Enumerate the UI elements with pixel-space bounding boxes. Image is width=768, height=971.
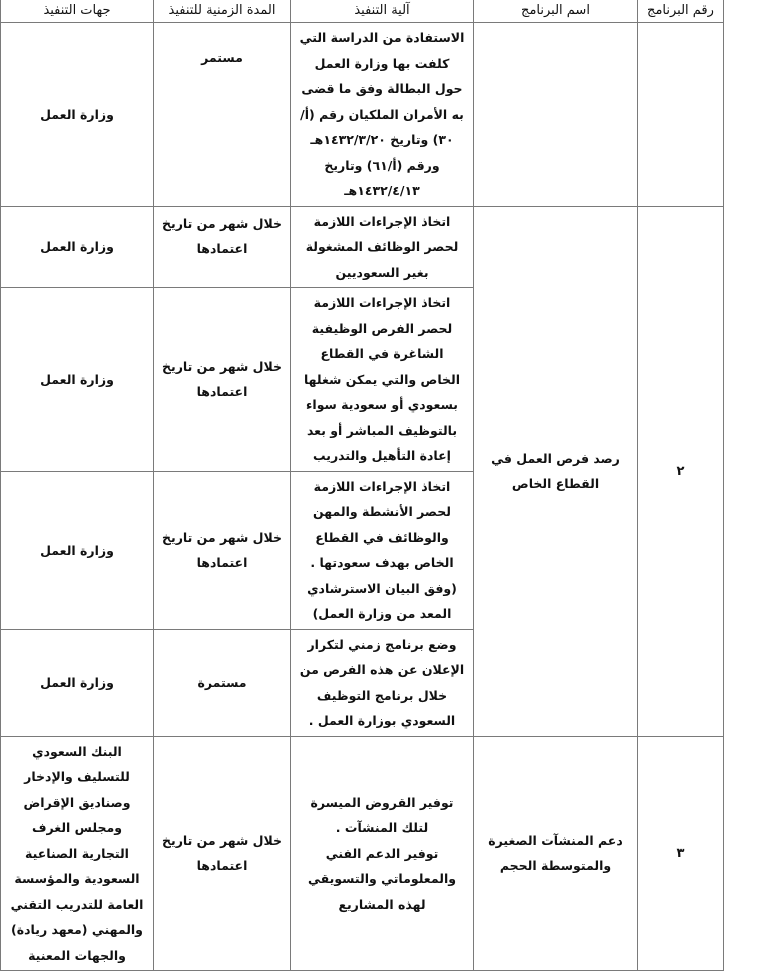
program-number-cell: ٣ (638, 736, 724, 971)
header-program-name: اسم البرنامج (474, 0, 638, 23)
mechanism-line: توفير القروض الميسرة لتلك المنشآت . (310, 794, 454, 835)
mechanism-line: توفير الدعم الفني والمعلوماتي والتسويقي لهذه المشاريع (308, 845, 456, 912)
program-name-cell: دعم المنشآت الصغيرة والمتوسطة الحجم (474, 736, 638, 971)
header-program-number: رقم البرنامج (638, 0, 724, 23)
mechanism-cell: الاستفادة من الدراسة التي كلفت بها وزارة العمل حول البطالة وفق ما قضى به الأمران الملكيان رقم (أ/٣٠) وتاريخ ١٤٣٢/٣/٢٠هـ ورقم (أ/٦١) وتاريخ ١٤٣٢/٤/١٣هـ (291, 23, 474, 207)
program-name-cell: رصد فرص العمل في القطاع الخاص (474, 206, 638, 736)
agencies-cell: البنك السعودي للتسليف والإدخار وصناديق الإقراض ومجلس الغرف التجارية الصناعية السعودية والمؤسسة العامة للتدريب التقني والمهني (معهد ريادة) والجهات المعنية (1, 736, 154, 971)
agencies-cell: وزارة العمل (1, 23, 154, 207)
duration-cell: خلال شهر من تاريخ اعتمادها (154, 736, 291, 971)
duration-cell: مستمرة (154, 629, 291, 736)
agencies-cell: وزارة العمل (1, 471, 154, 629)
agencies-cell: وزارة العمل (1, 629, 154, 736)
program-number-cell: ٢ (638, 206, 724, 736)
header-duration: المدة الزمنية للتنفيذ (154, 0, 291, 23)
agencies-cell: وزارة العمل (1, 288, 154, 472)
program-number-cell (638, 23, 724, 207)
header-mechanism: آلية التنفيذ (291, 0, 474, 23)
table-row (1, 206, 724, 288)
duration-cell: خلال شهر من تاريخ اعتمادها (154, 206, 291, 288)
duration-cell: خلال شهر من تاريخ اعتمادها (154, 288, 291, 472)
table-row (1, 23, 724, 207)
duration-cell: مستمر (154, 23, 291, 207)
mechanism-cell: اتخاذ الإجراءات اللازمة لحصر الأنشطة والمهن والوظائف في القطاع الخاص بهدف سعودتها . (وفق البيان الاسترشادي المعد من وزارة العمل) (291, 471, 474, 629)
program-name-cell (474, 23, 638, 207)
agencies-cell: وزارة العمل (1, 206, 154, 288)
mechanism-cell: اتخاذ الإجراءات اللازمة لحصر الوظائف المشغولة بغير السعوديين (291, 206, 474, 288)
mechanism-cell: وضع برنامج زمني لتكرار الإعلان عن هذه الفرص من خلال برنامج التوظيف السعودي بوزارة العمل . (291, 629, 474, 736)
header-agencies: جهات التنفيذ (1, 0, 154, 23)
table-row (1, 736, 724, 971)
duration-cell: خلال شهر من تاريخ اعتمادها (154, 471, 291, 629)
mechanism-cell (291, 736, 474, 971)
table-header-row (1, 0, 724, 23)
mechanism-cell: اتخاذ الإجراءات اللازمة لحصر الفرص الوظيفية الشاغرة في القطاع الخاص والتي يمكن شغلها بسعودي أو سعودية سواء بالتوظيف المباشر أو بعد إعادة التأهيل والتدريب (291, 288, 474, 472)
